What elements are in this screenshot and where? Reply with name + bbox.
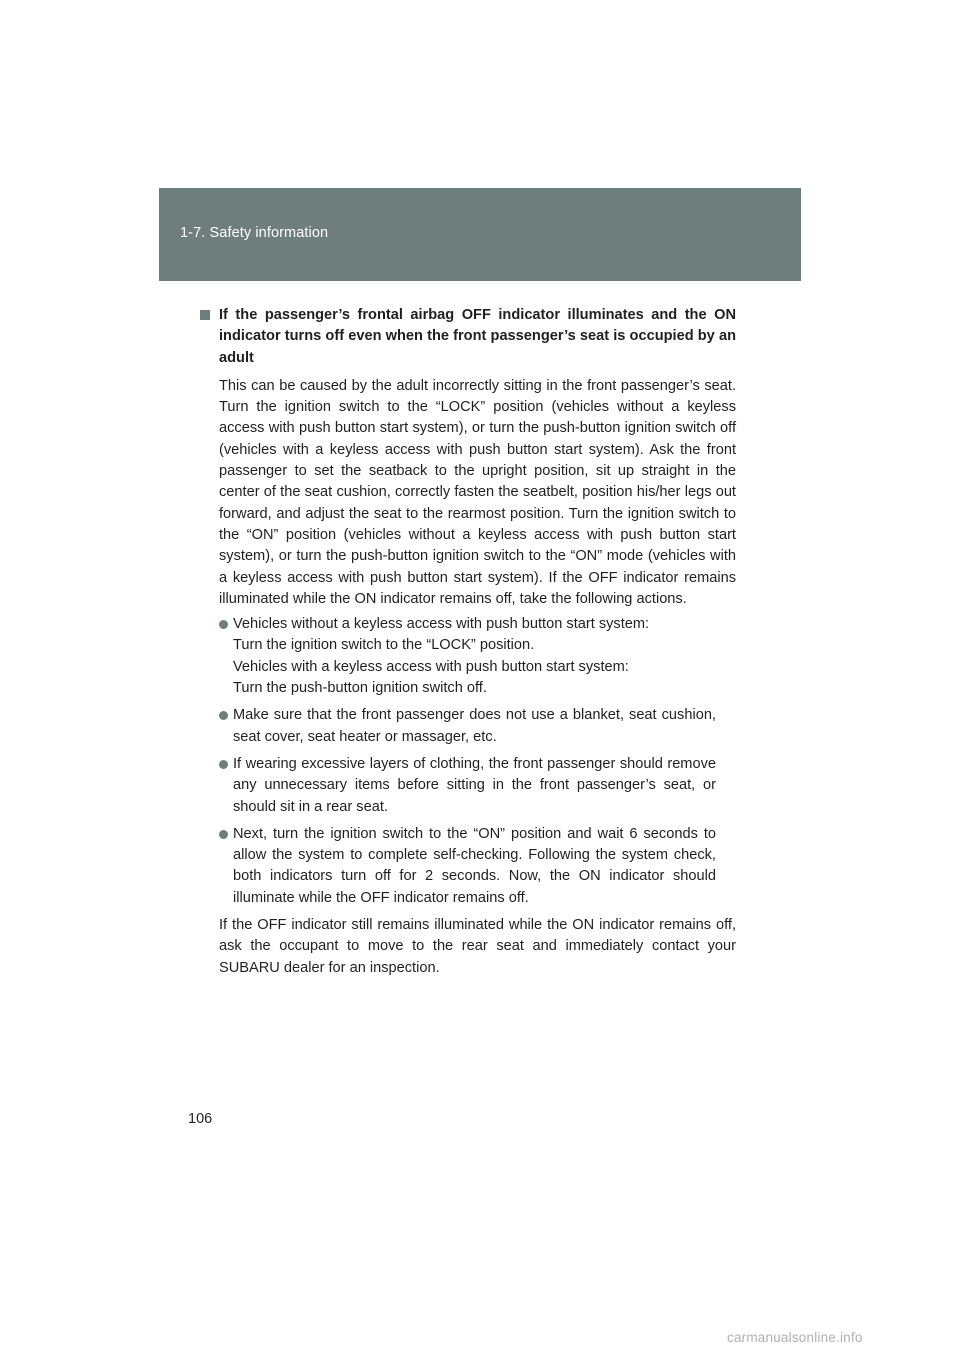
list-item-text: Make sure that the front passenger does not use a blanket, seat cushion, seat cover, seat heater or massager, etc. bbox=[233, 707, 716, 745]
section-title: 1-7. Safety information bbox=[180, 225, 329, 241]
heading-text: If the passenger’s frontal airbag OFF indicator illuminates and the ON indicator turns off even when the front passenger’s seat is occupied by an adult bbox=[219, 307, 736, 366]
round-bullet-icon bbox=[219, 620, 228, 629]
intro-paragraph: This can be caused by the adult incorrectly sitting in the front passenger’s seat. Turn the ignition switch to the “LOCK” position (vehicles without a keyless access with push button start system), or turn the push-button ignition switch off (vehicles with a keyless access with push button start system). Ask the front passenger to set the seatback to the upright position, sit up straight in the center of the seat cushion, correctly fasten the seatbelt, position his/her legs out forward, and adjust the seat to the rearmost position. Turn the ignition switch to the “ON” position (vehicles without a keyless access with push button start system), or turn the push-button ignition switch to the “ON” mode (vehicles with a keyless access with push button start system). If the OFF indicator remains illuminated while the ON indicator remains off, take the following actions. bbox=[219, 377, 736, 607]
list-item-line: Vehicles with a keyless access with push button start system: bbox=[233, 658, 629, 675]
round-bullet-icon bbox=[219, 830, 228, 839]
list-item bbox=[219, 824, 736, 909]
subsection-heading bbox=[200, 305, 736, 369]
section-header-band bbox=[159, 188, 801, 281]
round-bullet-icon bbox=[219, 760, 228, 769]
list-item-line: Turn the ignition switch to the “LOCK” position. bbox=[233, 637, 535, 654]
list-item-text: If wearing excessive layers of clothing, the front passenger should remove any unnecessary items before sitting in the front passenger’s seat, or should sit in a rear seat. bbox=[233, 755, 716, 815]
action-list bbox=[219, 614, 736, 909]
list-item-line: Turn the push-button ignition switch off. bbox=[233, 680, 487, 697]
list-item-line: Vehicles without a keyless access with push button start system: bbox=[233, 616, 650, 633]
list-item-text: Next, turn the ignition switch to the “ON” position and wait 6 seconds to allow the system to complete self-checking. Following the system check, both indicators turn off for 2 seconds. Now, the ON indicator should illuminate while the OFF indicator remains off. bbox=[233, 825, 716, 906]
round-bullet-icon bbox=[219, 711, 228, 720]
list-item bbox=[219, 705, 736, 748]
list-item bbox=[219, 754, 736, 818]
closing-paragraph: If the OFF indicator still remains illuminated while the ON indicator remains off, ask the occupant to move to the rear seat and immediately contact your SUBARU dealer for an inspection. bbox=[219, 917, 736, 976]
list-item bbox=[219, 614, 736, 699]
square-bullet-icon bbox=[200, 310, 210, 320]
page-number: 106 bbox=[188, 1111, 213, 1127]
page-content bbox=[200, 305, 736, 979]
watermark: carmanualsonline.info bbox=[727, 1330, 863, 1345]
